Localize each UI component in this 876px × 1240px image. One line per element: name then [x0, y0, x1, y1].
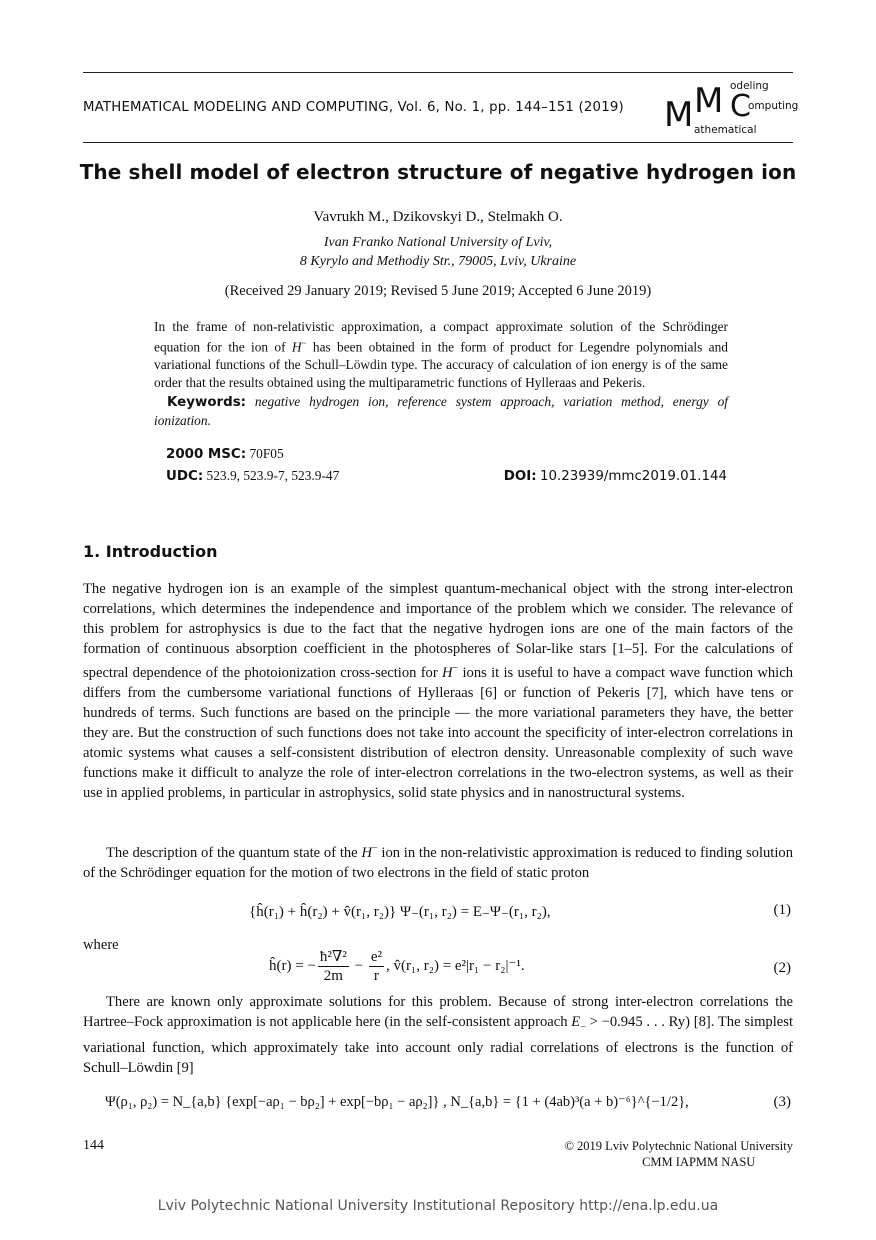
- header-top-rule: [83, 72, 793, 73]
- affiliation-line-1: Ivan Franko National University of Lviv,: [323, 235, 553, 250]
- keywords: [154, 393, 728, 429]
- equation-3-number: (3): [773, 1094, 791, 1110]
- page-number: 144: [83, 1138, 104, 1153]
- udc-classification: UDC: 523.9, 523.9-7, 523.9-47: [166, 468, 340, 484]
- submission-dates: (Received 29 January 2019; Revised 5 June 2019; Accepted 6 June 2019): [224, 283, 652, 299]
- authors: Vavrukh M., Dzikovskyi D., Stelmakh O.: [313, 209, 563, 225]
- equation-1-body: {ĥ(r₁) + ĥ(r₂) + v̂(r₁, r₂)} Ψ₋(r₁, r₂) = E₋Ψ₋(r₁, r₂),: [249, 904, 551, 920]
- abstract-text: In the frame of non-relativistic approximation, a compact approximate solution of the Schrödinger equation for the ion of H− has been obtained in the form of product for Legendre polynomials and variational functions of the Schull–Löwdin type. The accuracy of calculation of ion energy is of the same order that the results obtained using the multiparametric functions of Hylleraas and Pekeris.: [154, 319, 728, 390]
- equation-2: [83, 946, 793, 996]
- logo-big-m: M: [664, 95, 694, 135]
- section-heading: 1. Introduction: [83, 542, 218, 561]
- equation-2-body: ĥ(r) = − $\frac{\text{ħ²∇²}}{2m}$ − $\frac{\text{e²}}{r}$ , v̂(r₁, r₂) = e²|r₁ − r₂|⁻¹.: [269, 949, 525, 984]
- logo-odeling: odeling: [730, 80, 769, 92]
- doi: DOI: 10.23939/mmc2019.01.144: [503, 469, 727, 484]
- intro-paragraph-1: The negative hydrogen ion is an example of the simplest quantum-mechanical object with the strong inter-electron correlations, which determines the independence and importance of the problem which we consider. The relevance of this problem for astrophysics is due to the fact that the negative hydrogen ions are one of the main factors of the formation of continuous absorption coefficient in the photospheres of Solar-like stars [1–5]. For the calculations of spectral dependence of the photoionization cross-section for H− ions it is useful to have a compact wave function which differs from the cumbersome variational functions of Hylleraas [6] or function of Pekeris [7], which have tens or hundreds of terms. Such functions are based on the principle — the more variational parameters they have, the better they are. But the construction of such functions does not take into account the specificity of inter-electron correlations in atomic systems what causes a self-consistent distribution of electron density. Unreasonable complexity of such wave functions make it difficult to analyze the role of inter-electron correlations in the two-electron systems, as well as their use in applied problems, in particular in astrophysics, solid state physics and in nanostructural systems.: [83, 581, 793, 801]
- doi-link[interactable]: 10.23939/mmc2019.01.144: [539, 469, 727, 484]
- logo-mid-m: M: [694, 81, 724, 121]
- msc-classification: 2000 MSC: 70F05: [166, 446, 284, 462]
- equation-2-number: (2): [773, 960, 791, 976]
- logo-c: C: [730, 89, 751, 124]
- equation-3-body: Ψ(ρ₁, ρ₂) = N_{a,b} {exp[−aρ₁ − bρ₂] + exp[−bρ₁ − aρ₂]} , N_{a,b} = {1 + (4ab)³(a + b)⁻⁶}^{−1/2},: [105, 1094, 689, 1110]
- journal-logo: [664, 80, 799, 138]
- journal-citation: MATHEMATICAL MODELING AND COMPUTING, Vol. 6, No. 1, pp. 144–151 (2019): [83, 100, 624, 115]
- intro-paragraph-2: The description of the quantum state of the H− ion in the non-relativistic approximation is reduced to finding solution of the Schrödinger equation for the motion of two electrons in the field of static proton: [83, 843, 793, 881]
- intro-paragraph-3: There are known only approximate solutions for this problem. Because of strong inter-electron correlations the Hartree–Fock approximation is not applicable here (in the self-consistent approach $E_- > -0.945$ . . . Ry) [8]. The simplest variational function, which approximately take into account only radial correlations of electrons is the function of Schull–Löwdin [9]: [83, 994, 793, 1076]
- affiliation-line-2: 8 Kyrylo and Methodiy Str., 79005, Lviv, Ukraine: [299, 254, 577, 269]
- copyright: © 2019 Lviv Polytechnic National University CMM IAPMM NASU: [564, 1139, 793, 1169]
- equation-2-fraction-2: $\frac{\text{e²}}{r}$: [370, 949, 382, 984]
- equation-1-number: (1): [773, 902, 791, 918]
- header-bottom-rule: [83, 142, 793, 143]
- abstract: [154, 318, 728, 429]
- keywords-label: Keywords:: [167, 395, 247, 411]
- where-text: where: [83, 937, 119, 953]
- keywords-list: negative hydrogen ion, reference system approach, variation method, energy of ionization.: [154, 394, 728, 428]
- logo-athematical: athematical: [694, 124, 757, 136]
- repository-watermark: Lviv Polytechnic National University Institutional Repository http://ena.lp.edu.ua: [157, 1198, 719, 1214]
- equation-2-fraction-1: $\frac{\text{ħ²∇²}}{2m}$: [319, 949, 347, 984]
- logo-omputing: omputing: [748, 100, 799, 112]
- paper-title: The shell model of electron structure of negative hydrogen ion: [79, 160, 797, 184]
